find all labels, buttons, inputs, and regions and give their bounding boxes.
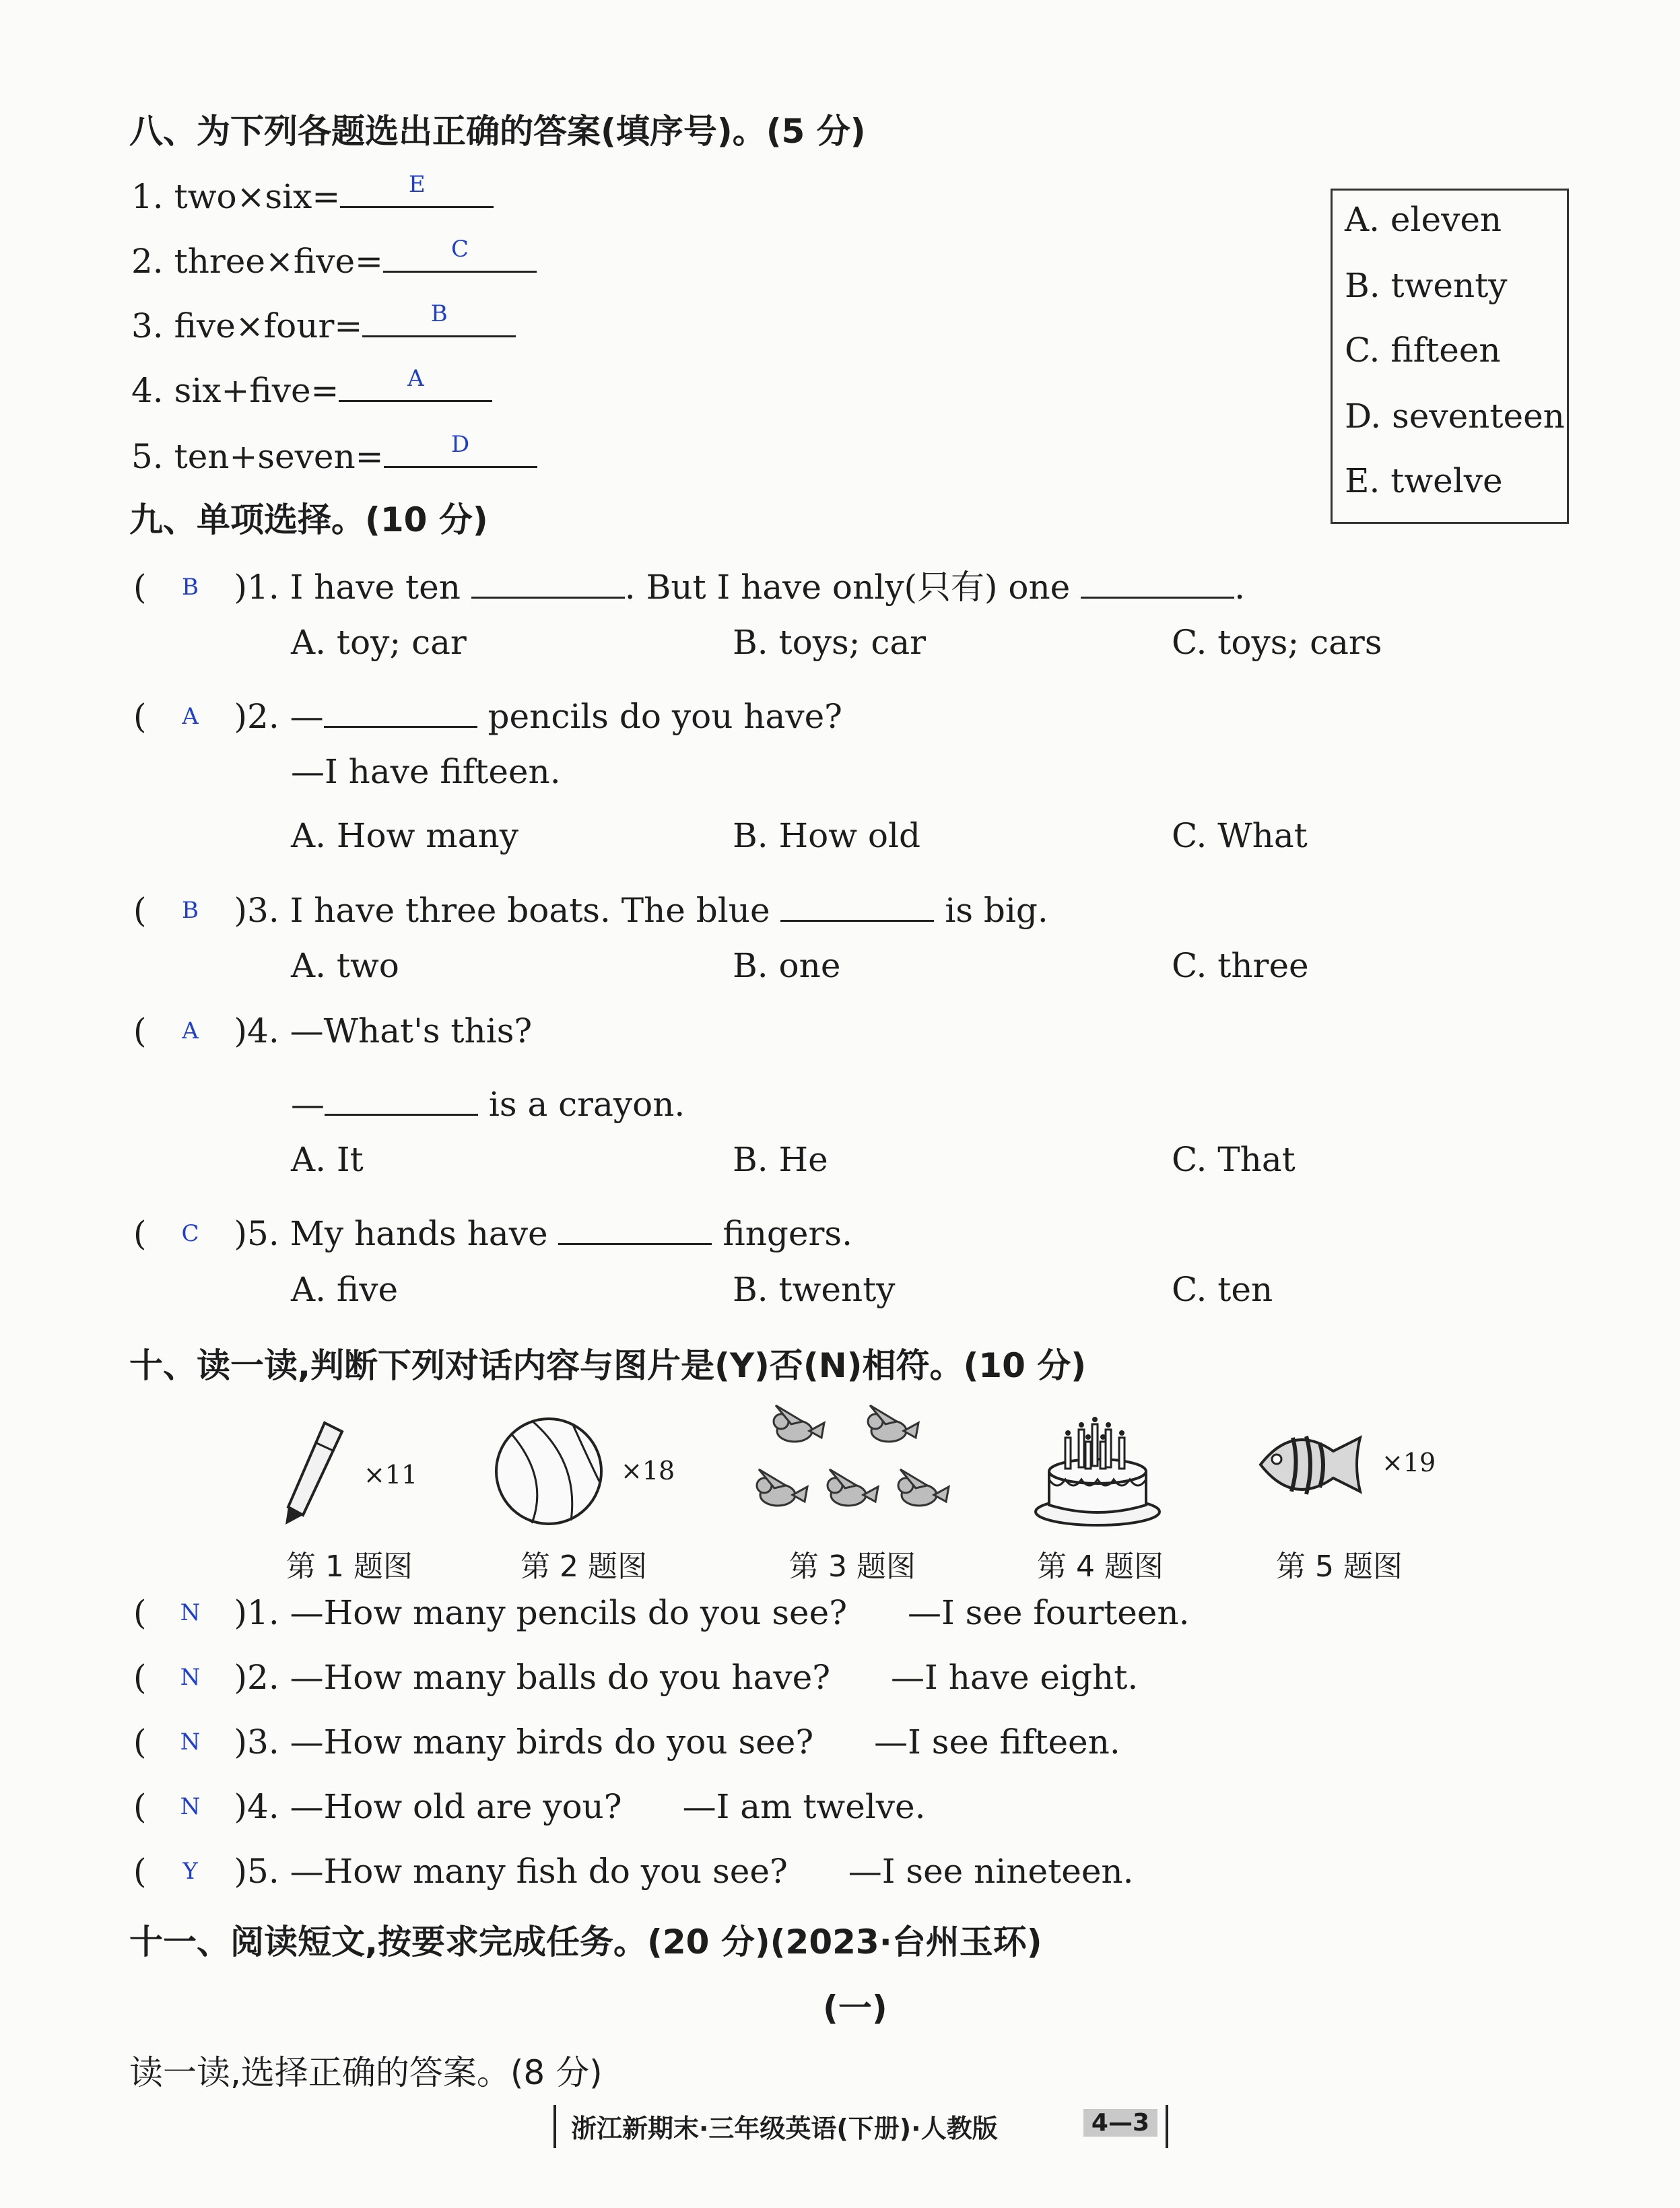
s9-q3-answer: B bbox=[182, 897, 199, 924]
s9-q4-option-a: A. It bbox=[291, 1140, 364, 1179]
s9-q1-blank-1[interactable] bbox=[471, 559, 625, 599]
section-8-title: 八、为下列各题选出正确的答案(填序号)。(5 分) bbox=[129, 112, 866, 151]
ball-icon bbox=[492, 1414, 606, 1529]
s8-q3-text: 3. five×four= bbox=[131, 306, 363, 345]
s8-q1-answer: E bbox=[408, 171, 426, 198]
s8-item-3 bbox=[131, 298, 516, 345]
s9-q5: ( C )5. My hands have fingers. bbox=[133, 1205, 852, 1253]
cake-icon bbox=[1030, 1404, 1165, 1529]
s10-q3-question: )3. —How many birds do you see? bbox=[234, 1722, 814, 1762]
s8-q2-blank[interactable] bbox=[383, 233, 537, 273]
s10-q1-reply: —I see fourteen. bbox=[908, 1593, 1190, 1632]
s8-option-c: C. fifteen bbox=[1345, 331, 1501, 370]
pic2-multiplier: ×18 bbox=[621, 1456, 675, 1485]
s10-q5-reply: —I see nineteen. bbox=[848, 1852, 1134, 1891]
section-11-part: (一) bbox=[823, 1988, 887, 2028]
s8-item-4 bbox=[131, 362, 492, 410]
s9-q3-blank[interactable] bbox=[780, 882, 934, 922]
page-footer bbox=[553, 2105, 1168, 2148]
footer-title: 浙江新期末·三年级英语(下册)·人教版 bbox=[571, 2114, 998, 2143]
pic1-caption: 第 1 题图 bbox=[286, 1549, 413, 1584]
pic5-multiplier: ×19 bbox=[1382, 1448, 1436, 1477]
s8-q3-blank[interactable] bbox=[362, 298, 516, 337]
s9-q5-post: fingers. bbox=[712, 1214, 852, 1253]
s9-q4-reply bbox=[291, 1076, 685, 1124]
s9-q2-answer: A bbox=[182, 703, 199, 730]
s8-item-1 bbox=[131, 168, 494, 216]
s9-q2: ( A )2. — pencils do you have? bbox=[133, 688, 842, 736]
s9-q2-pre: )2. — bbox=[234, 697, 324, 736]
pic2-caption: 第 2 题图 bbox=[520, 1549, 647, 1584]
s9-q4-blank[interactable] bbox=[325, 1076, 478, 1116]
s10-item-5: ( Y )5. —How many fish do you see? —I see nineteen. bbox=[133, 1852, 1134, 1891]
s9-q4-option-b: B. He bbox=[733, 1140, 828, 1179]
s9-q4-reply-pre: — bbox=[291, 1085, 325, 1124]
s9-q3-option-a: A. two bbox=[291, 946, 399, 985]
s9-q1-post: . bbox=[1234, 568, 1246, 607]
s8-item-2 bbox=[131, 233, 537, 281]
s9-q4-option-c: C. That bbox=[1172, 1140, 1296, 1179]
s10-q4-reply: —I am twelve. bbox=[682, 1787, 926, 1826]
section-11-title: 十一、阅读短文,按要求完成任务。(20 分)(2023·台州玉环) bbox=[129, 1922, 1042, 1962]
s10-q3-answer: N bbox=[180, 1729, 201, 1755]
s10-item-3: ( N )3. —How many birds do you see? —I see fifteen. bbox=[133, 1722, 1120, 1762]
s8-q5-blank[interactable] bbox=[384, 428, 537, 468]
s10-q2-reply: —I have eight. bbox=[891, 1658, 1139, 1697]
s9-q3-post: is big. bbox=[934, 891, 1048, 930]
s9-q2-option-c: C. What bbox=[1172, 816, 1308, 855]
s9-q2-option-b: B. How old bbox=[733, 816, 921, 855]
pic1-multiplier: ×11 bbox=[364, 1460, 418, 1490]
s10-q1-answer: N bbox=[180, 1599, 201, 1626]
s9-q3-pre: )3. I have three boats. The blue bbox=[234, 891, 781, 930]
s10-q3-reply: —I see fifteen. bbox=[874, 1722, 1120, 1762]
s9-q2-reply: —I have fifteen. bbox=[291, 752, 561, 791]
s8-option-b: B. twenty bbox=[1345, 266, 1508, 305]
s8-q4-answer: A bbox=[407, 365, 424, 392]
s8-option-a: A. eleven bbox=[1345, 200, 1502, 239]
s9-q3-option-c: C. three bbox=[1172, 946, 1309, 985]
section-9-title: 九、单项选择。(10 分) bbox=[129, 500, 488, 539]
pic3-caption: 第 3 题图 bbox=[789, 1549, 916, 1584]
s9-q3: ( B )3. I have three boats. The blue is big. bbox=[133, 882, 1048, 930]
s9-q2-blank[interactable] bbox=[324, 688, 477, 728]
s10-item-4: ( N )4. —How old are you? —I am twelve. bbox=[133, 1787, 926, 1826]
fish-icon bbox=[1252, 1417, 1374, 1512]
s9-q1-option-c: C. toys; cars bbox=[1172, 623, 1382, 662]
s8-q1-blank[interactable] bbox=[340, 168, 494, 208]
s9-q3-option-b: B. one bbox=[733, 946, 841, 985]
s9-q4-answer: A bbox=[182, 1017, 199, 1044]
s10-q4-question: )4. —How old are you? bbox=[234, 1787, 622, 1826]
s8-q1-text: 1. two×six= bbox=[131, 177, 341, 216]
s9-q1-pre: )1. I have ten bbox=[234, 568, 471, 607]
s10-q2-question: )2. —How many balls do you have? bbox=[234, 1658, 831, 1697]
s8-options-box bbox=[1331, 189, 1569, 524]
pic5-caption: 第 5 题图 bbox=[1276, 1549, 1403, 1584]
s8-q2-text: 2. three×five= bbox=[131, 242, 383, 281]
s9-q1: ( B )1. I have ten . But I have only(只有) one . bbox=[133, 559, 1245, 609]
s10-q4-answer: N bbox=[180, 1793, 201, 1820]
page-number: 4—3 bbox=[1083, 2109, 1157, 2137]
s10-q5-answer: Y bbox=[182, 1858, 198, 1885]
s8-q5-answer: D bbox=[450, 431, 470, 458]
section-10-title: 十、读一读,判断下列对话内容与图片是(Y)否(N)相符。(10 分) bbox=[129, 1346, 1087, 1385]
s8-q2-answer: C bbox=[450, 236, 469, 263]
s9-q5-option-c: C. ten bbox=[1172, 1270, 1273, 1309]
s8-option-e: E. twelve bbox=[1345, 461, 1503, 500]
pic4-caption: 第 4 题图 bbox=[1037, 1549, 1164, 1584]
s10-q2-answer: N bbox=[180, 1664, 201, 1691]
s9-q4-pre: )4. —What's this? bbox=[234, 1011, 533, 1050]
s9-q5-option-b: B. twenty bbox=[733, 1270, 896, 1309]
s8-option-d: D. seventeen bbox=[1345, 397, 1565, 436]
s9-q5-answer: C bbox=[181, 1220, 199, 1247]
s9-q1-option-b: B. toys; car bbox=[733, 623, 927, 662]
s8-item-5 bbox=[131, 428, 537, 476]
s9-q5-pre: )5. My hands have bbox=[234, 1214, 559, 1253]
pencil-icon bbox=[276, 1413, 357, 1527]
s10-item-1: ( N )1. —How many pencils do you see? —I see fourteen. bbox=[133, 1593, 1190, 1632]
s9-q2-post: pencils do you have? bbox=[477, 697, 842, 736]
s8-q4-text: 4. six+five= bbox=[131, 371, 339, 410]
s9-q4-reply-post: is a crayon. bbox=[478, 1085, 685, 1124]
section-11-instruction: 读一读,选择正确的答案。(8 分) bbox=[129, 2053, 603, 2092]
s9-q2-option-a: A. How many bbox=[291, 816, 518, 855]
s9-q5-option-a: A. five bbox=[291, 1270, 399, 1309]
s9-q4: ( A )4. —What's this? bbox=[133, 1011, 533, 1050]
s10-q1-question: )1. —How many pencils do you see? bbox=[234, 1593, 848, 1632]
s10-item-2: ( N )2. —How many balls do you have? —I have eight. bbox=[133, 1658, 1139, 1697]
s10-q5-question: )5. —How many fish do you see? bbox=[234, 1852, 788, 1891]
s9-q1-mid: . But I have only(只有) one bbox=[624, 568, 1081, 607]
s9-q1-answer: B bbox=[182, 574, 199, 601]
birds-icon bbox=[747, 1404, 956, 1529]
s8-q3-answer: B bbox=[430, 300, 448, 327]
s9-q1-blank-2[interactable] bbox=[1081, 559, 1234, 599]
s9-q5-blank[interactable] bbox=[558, 1205, 712, 1245]
s8-q4-blank[interactable] bbox=[339, 362, 492, 402]
s9-q1-option-a: A. toy; car bbox=[291, 623, 467, 662]
s8-q5-text: 5. ten+seven= bbox=[131, 437, 384, 476]
